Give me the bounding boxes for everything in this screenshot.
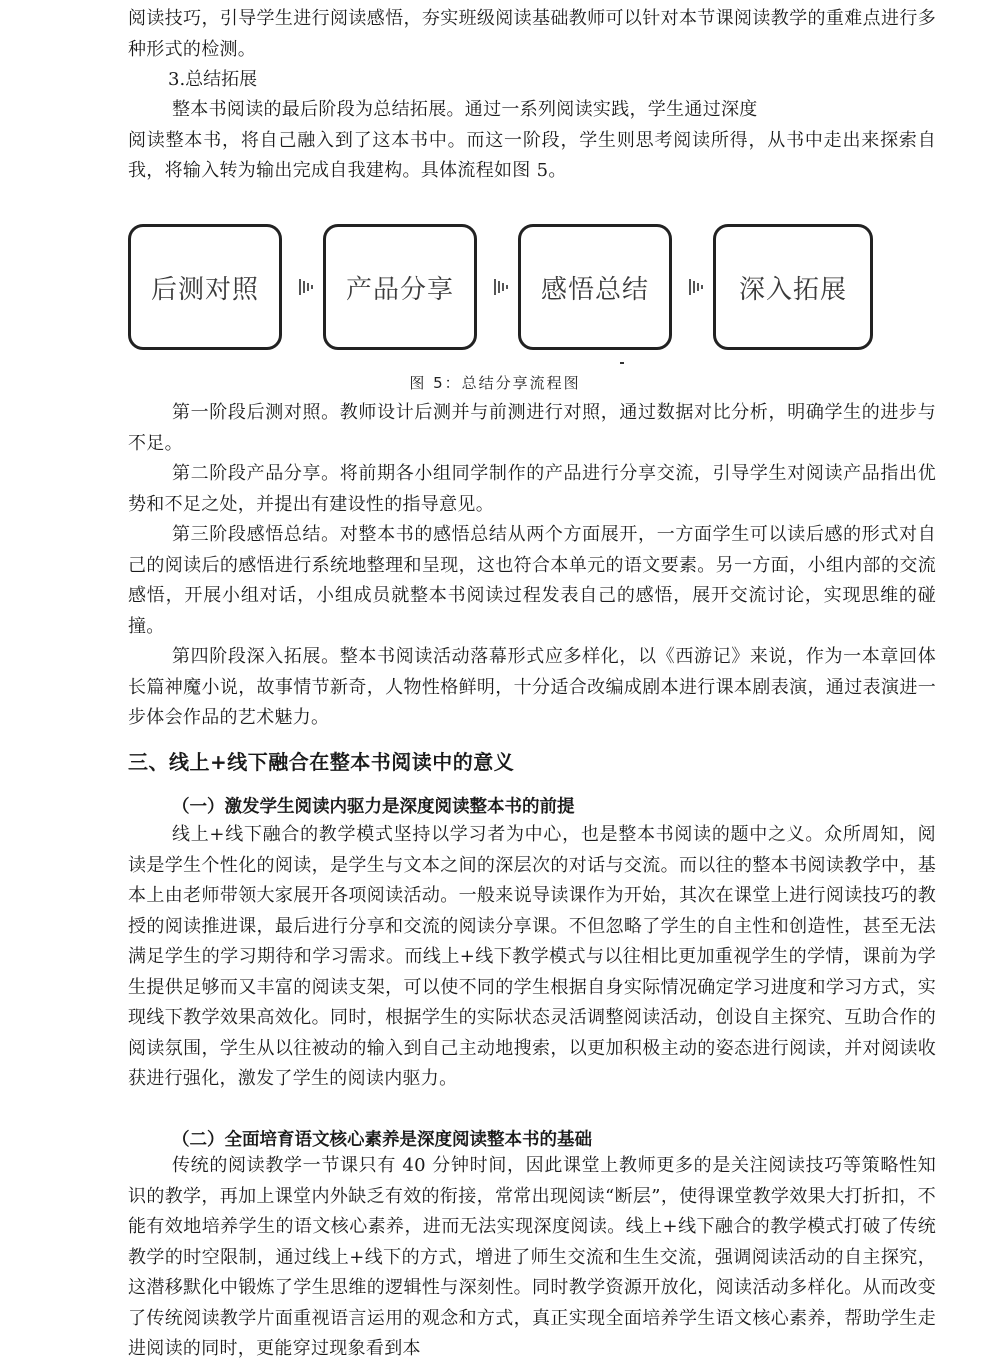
- stages-section: [128, 398, 936, 734]
- subsection-heading-1: （一）激发学生阅读内驱力是深度阅读整本书的前提: [172, 797, 575, 817]
- flow-arrow-icon: [688, 276, 704, 298]
- paragraph-final-stage-rest: 阅读整本书，将自己融入到了这本书中。而这一阶段，学生则思考阅读所得，从书中走出来探索自我，将输入转为输出完成自我建构。具体流程如图 5。: [128, 129, 936, 181]
- flow-step-extension: 深入拓展: [713, 224, 873, 350]
- flow-arrow-icon: [298, 276, 314, 298]
- intro-section: [128, 4, 936, 187]
- section-3-body-2: [128, 1126, 936, 1365]
- flow-step-product-share: 产品分享: [323, 224, 477, 350]
- section-heading: 三、线上+线下融合在整本书阅读中的意义: [128, 750, 515, 774]
- paragraph-stage-4: 第四阶段深入拓展。整本书阅读活动落幕形式应多样化，以《西游记》来说，作为一本章回体长篇神魔小说，故事情节新奇，人物性格鲜明，十分适合改编成剧本进行课本剧表演，通过表演进一步体会作品的艺术魅力。: [128, 646, 936, 728]
- section-3-body-1: [128, 793, 936, 1095]
- paragraph-reading-skills: 阅读技巧，引导学生进行阅读感悟，夯实班级阅读基础教师可以针对本节课阅读教学的重难点进行多种形式的检测。: [128, 8, 936, 60]
- flow-step-reflection: 感悟总结: [518, 224, 672, 350]
- flow-step-posttest: 后测对照: [128, 224, 282, 350]
- paragraph-stage-3: 第三阶段感悟总结。对整本书的感悟总结从两个方面展开，一方面学生可以读后感的形式对自己的阅读后的感悟进行系统地整理和呈现，这也符合本单元的语文要素。另一方面，小组内部的交流感悟，开展小组对话，小组成员就整本书阅读过程发表自己的感悟，展开交流讨论，实现思维的碰撞。: [128, 524, 936, 637]
- subsection-heading-2: （二）全面培育语文核心素养是深度阅读整本书的基础: [172, 1130, 592, 1150]
- section-3: [128, 746, 936, 775]
- figure-caption: 图 5：总结分享流程图: [409, 374, 581, 392]
- paragraph-motivation: 线上+线下融合的教学模式坚持以学习者为中心，也是整本书阅读的题中之义。众所周知，阅读是学生个性化的阅读，是学生与文本之间的深层次的对话与交流。而以往的整本书阅读教学中，基本上由老师带领大家展开各项阅读活动。一般来说导读课作为开始，其次在课堂上进行阅读技巧的教授的阅读推进课，最后进行分享和交流的阅读分享课。不但忽略了学生的自主性和创造性，甚至无法满足学生的学习期待和学习需求。而线上+线下教学模式与以往相比更加重视学生的学情，课前为学生提供足够而又丰富的阅读支架，可以使不同的学生根据自身实际情况确定学习进度和学习方式，实现线下教学效果高效化。同时，根据学生的实际状态灵活调整阅读活动，创设自主探究、互助合作的阅读氛围，学生从以往被动的输入到自己主动地搜索，以更加积极主动的姿态进行阅读，并对阅读收获进行强化，激发了学生的阅读内驱力。: [128, 824, 936, 1089]
- paragraph-final-stage-line1: 整本书阅读的最后阶段为总结拓展。通过一系列阅读实践，学生通过深度: [172, 99, 758, 120]
- paragraph-stage-1: 第一阶段后测对照。教师设计后测并与前测进行对照，通过数据对比分析，明确学生的进步与不足。: [128, 402, 936, 454]
- stray-mark: [620, 362, 624, 364]
- flow-arrow-icon: [493, 276, 509, 298]
- paragraph-core-literacy: 传统的阅读教学一节课只有 40 分钟时间，因此课堂上教师更多的是关注阅读技巧等策略性知识的教学，再加上课堂内外缺乏有效的衔接，常常出现阅读“断层”，使得课堂教学效果大打折扣，不能有效地培养学生的语文核心素养，进而无法实现深度阅读。线上+线下融合的教学模式打破了传统教学的时空限制，通过线上+线下的方式，增进了师生交流和生生交流，强调阅读活动的自主探究，这潜移默化中锻炼了学生思维的逻辑性与深刻性。同时教学资源开放化，阅读活动多样化。从而改变了传统阅读教学片面重视语言运用的观念和方式，真正实现全面培养学生语文核心素养，帮助学生走进阅读的同时，更能穿过现象看到本: [128, 1155, 936, 1359]
- subheading-summary-extension: 3.总结拓展: [168, 69, 258, 90]
- paragraph-stage-2: 第二阶段产品分享。将前期各小组同学制作的产品进行分享交流，引导学生对阅读产品指出优势和不足之处，并提出有建设性的指导意见。: [128, 463, 936, 515]
- summary-flow-diagram: [128, 224, 888, 358]
